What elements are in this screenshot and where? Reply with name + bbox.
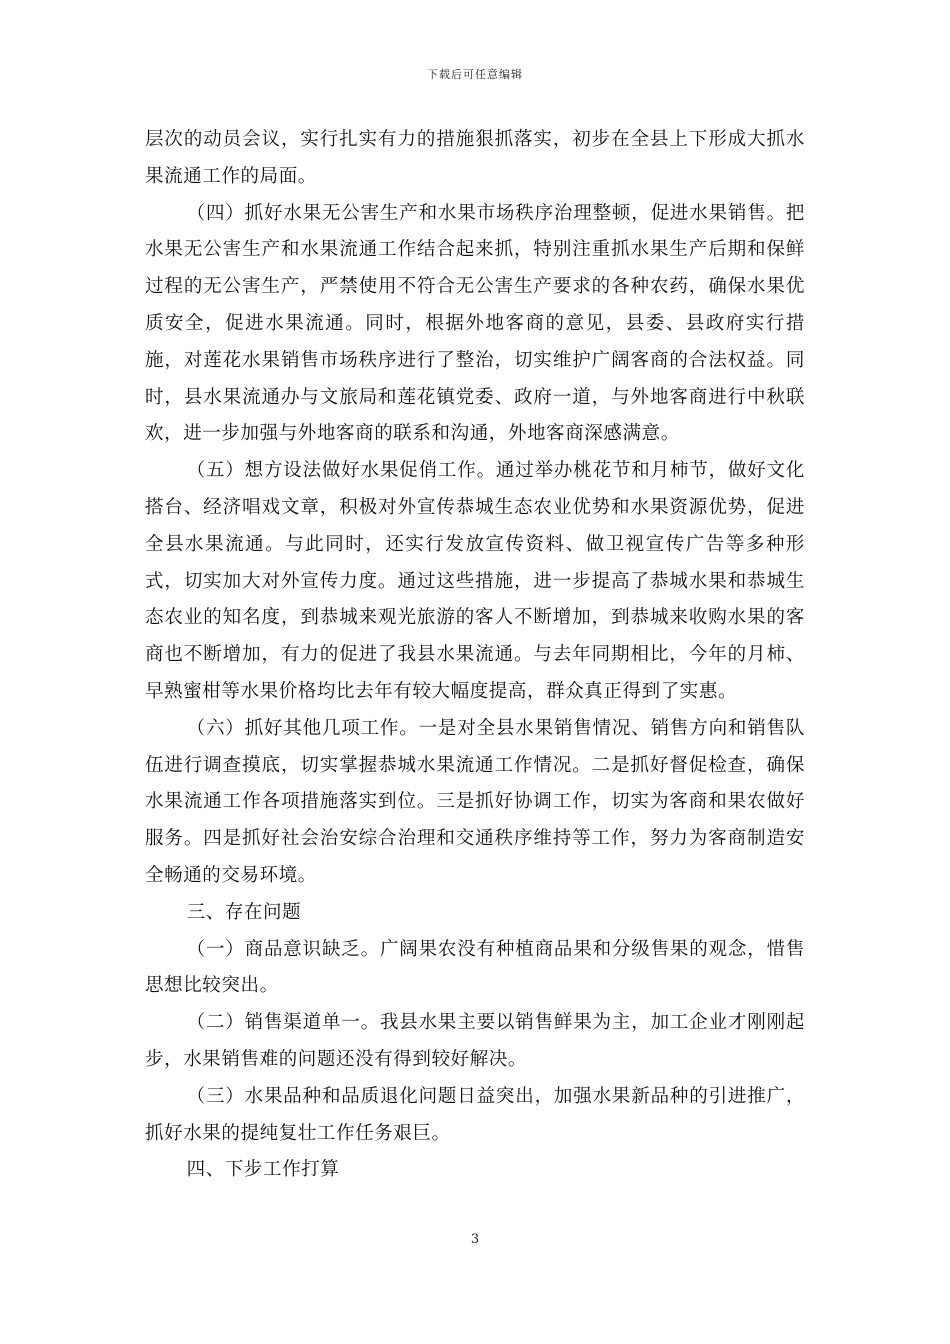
paragraph-section-5: （五）想方设法做好水果促俏工作。通过举办桃花节和月柿节，做好文化搭台、经济唱戏文章，积极对外宣传恭城生态农业优势和水果资源优势，促进全县水果流通。与此同时，还实行发放宣传资料、做卫视宣传广告等多种形式，切实加大对外宣传力度。通过这些措施，进一步提高了恭城水果和恭城生态农业的知名度，到恭城来观光旅游的客人不断增加，到恭城来收购水果的客商也不断增加，有力的促进了我县水果流通。与去年同期相比，今年的月柿、早熟蜜柑等水果价格均比去年有较大幅度提高，群众真正得到了实惠。 <box>145 460 805 702</box>
paragraph-continuation: 层次的动员会议，实行扎实有力的措施狠抓落实，初步在全县上下形成大抓水果流通工作的局面。 <box>145 129 805 187</box>
heading-existing-problems: 三、存在问题 <box>186 901 302 923</box>
paragraph-problem-2: （二）销售渠道单一。我县水果主要以销售鲜果为主，加工企业才刚刚起步，水果销售难的问题还没有得到较好解决。 <box>145 1012 805 1070</box>
paragraph-section-4: （四）抓好水果无公害生产和水果市场秩序治理整顿，促进水果销售。把水果无公害生产和水果流通工作结合起来抓，特别注重抓水果生产后期和保鲜过程的无公害生产，严禁使用不符合无公害生产要求的各种农药，确保水果优质安全，促进水果流通。同时，根据外地客商的意见，县委、县政府实行措施，对莲花水果销售市场秩序进行了整治，切实维护广阔客商的合法权益。同时，县水果流通办与文旅局和莲花镇党委、政府一道，与外地客商进行中秋联欢，进一步加强与外地客商的联系和沟通，外地客商深感满意。 <box>145 202 805 445</box>
paragraph-problem-3: （三）水果品种和品质退化问题日益突出，加强水果新品种的引进推广，抓好水果的提纯复壮工作任务艰巨。 <box>145 1085 805 1144</box>
page-header-note: 下载后可任意编辑 <box>427 68 523 81</box>
paragraph-section-6: （六）抓好其他几项工作。一是对全县水果销售情况、销售方向和销售队伍进行调查摸底，切实掌握恭城水果流通工作情况。二是抓好督促检查，确保水果流通工作各项措施落实到位。三是抓好协调工作，切实为客商和果农做好服务。四是抓好社会治安综合治理和交通秩序维持等工作，努力为客商制造安全畅通的交易环境。 <box>145 717 805 886</box>
paragraph-problem-1: （一）商品意识缺乏。广阔果农没有种植商品果和分级售果的观念，惜售思想比较突出。 <box>145 938 805 997</box>
heading-next-steps: 四、下步工作打算 <box>186 1159 340 1181</box>
document-body <box>145 122 805 1189</box>
page-number: 3 <box>470 1232 480 1247</box>
